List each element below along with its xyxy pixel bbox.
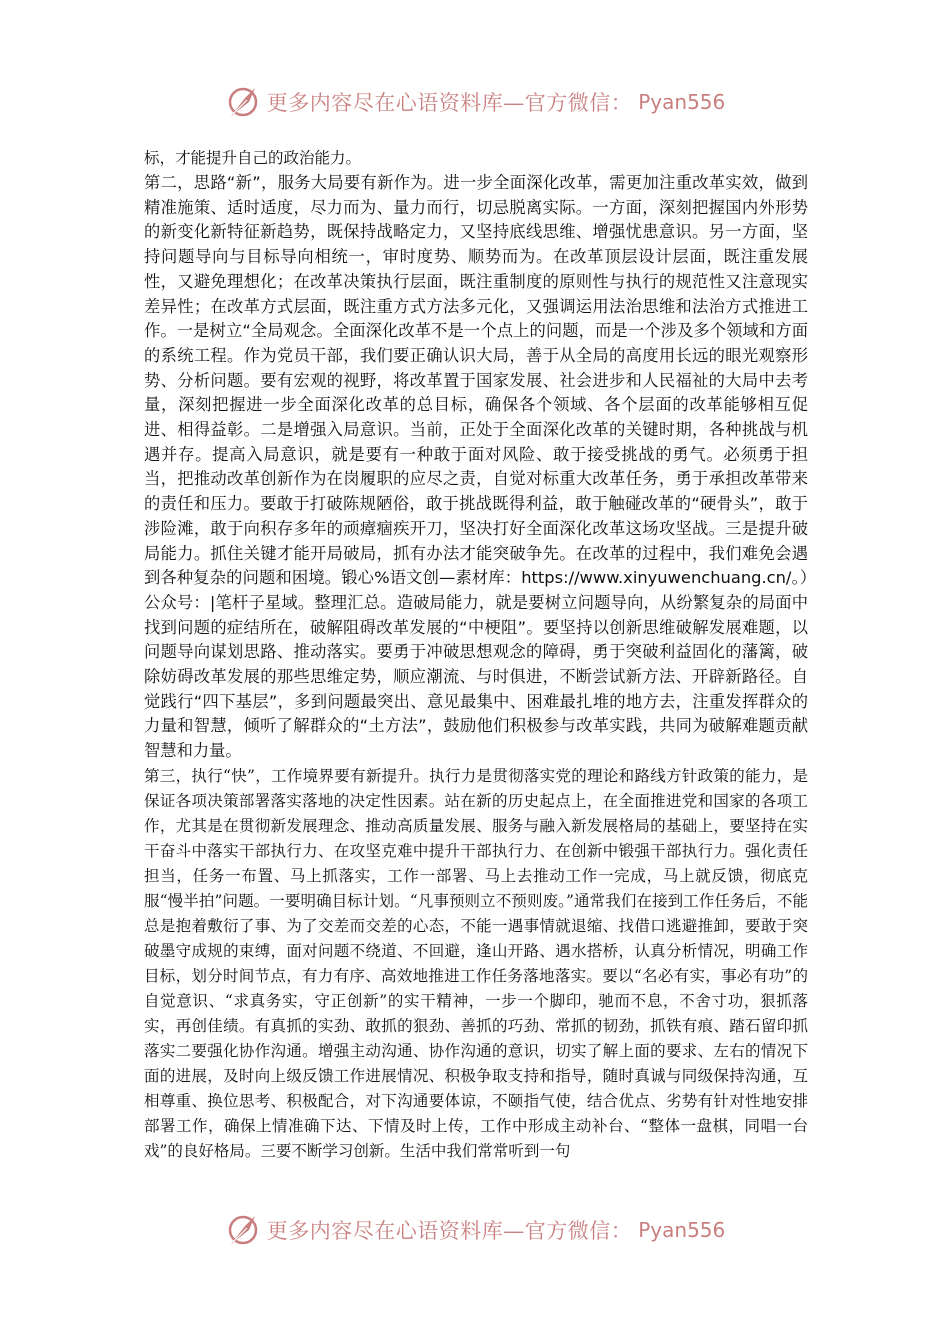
paragraph-second-point: 第二，思路“新”，服务大局要有新作为。进一步全面深化改革，需更加注重改革实效，做到精准施策、适时适度，尽力而为、量力而行，切忌脱离实际。一方面，深刻把握国内外形势的新变化新特征新趋势，既保持战略定力，又坚持底线思维、增强忧患意识。另一方面，坚持问题导向与目标导向相统一，审时度势、顺势而为。在改革顶层设计层面，既注重发展性，又避免理想化；在改革决策执行层面，既注重制度的原则性与执行的规范性又注意现实差异性；在改革方式层面，既注重方式方法多元化，又强调运用法治思维和法治方式推进工作。一是树立“全局观念。全面深化改革不是一个点上的问题，而是一个涉及多个领域和方面的系统工程。作为党员干部，我们要正确认识大局，善于从全局的高度用长远的眼光观察形势、分析问题。要有宏观的视野，将改革置于国家发展、社会进步和人民福祉的大局中去考量，深刻把握进一步全面深化改革的总目标，确保各个领域、各个层面的改革能够相互促进、相得益彰。二是增强入局意识。当前，正处于全面深化改革的关键时期，各种挑战与机遇并存。提高入局意识，就是要有一种敢于面对风险、敢于接受挑战的勇气。必须勇于担当，把推动改革创新作为在岗履职的应尽之责，自觉对标重大改革任务，勇于承担改革带来的责任和压力。要敢于打破陈规陋俗，敢于挑战既得利益，敢于触碰改革的“硬骨头”，敢于涉险滩，敢于向积存多年的顽瘴痼疾开刀，坚决打好全面深化改革这场攻坚战。三是提升破局能力。抓住关键才能开局破局，抓有办法才能突破争先。在改革的过程中，我们难免会遇到各种复杂的问题和困境。锻心%语文创—素材库：https://www.xinyuwenchuang.cn/。）公众号：|笔杆子星域。整理汇总。造破局能力，就是要树立问题导向，从纷繁复杂的局面中找到问题的症结所在，破解阻碍改革发展的“中梗阻”。要坚持以创新思维破解发展难题，以问题导向谋划思路、推动落实。要勇于冲破思想观念的障碍，勇于突破利益固化的藩篱，破除妨碍改革发展的那些思维定势，顺应潮流、与时俱进，不断尝试新方法、开辟新路径。自觉践行“四下基层”，多到问题最突出、意见最集中、困难最扎堆的地方去，注重发挥群众的力量和智慧，倾听了解群众的“土方法”，鼓励他们积极参与改革实践，共同为破解难题贡献智慧和力量。 bbox=[144, 173, 808, 761]
quill-logo-icon bbox=[225, 1212, 261, 1248]
header-banner bbox=[0, 82, 950, 122]
paragraph-continuation: 标，才能提升自己的政治能力。 bbox=[144, 149, 362, 167]
paragraph-third-point: 第三，执行“快”，工作境界要有新提升。执行力是贯彻落实党的理论和路线方针政策的能力，是保证各项决策部署落实落地的决定性因素。站在新的历史起点上，在全面推进党和国家的各项工作，尤其是在贯彻新发展理念、推动高质量发展、服务与融入新发展格局的基础上，要坚持在实干奋斗中落实干部执行力、在攻坚克难中提升干部执行力、在创新中锻强干部执行力。强化责任担当，任务一布置、马上抓落实，工作一部署、马上去推动工作一完成，马上就反馈，彻底克服“慢半拍”问题。一要明确目标计划。“凡事预则立不预则废。”通常我们在接到工作任务后，不能总是抱着敷衍了事、为了交差而交差的心态，不能一遇事情就退缩、找借口逃避推卸，要敢于突破墨守成规的束缚，面对问题不绕道、不回避，逢山开路、遇水搭桥，认真分析情况，明确工作目标，划分时间节点，有力有序、高效地推进工作任务落地落实。要以“名必有实，事必有功”的自觉意识、“求真务实，守正创新”的实干精神，一步一个脚印，驰而不息，不舍寸功，狠抓落实，再创佳绩。有真抓的实劲、敢抓的狠劲、善抓的巧劲、常抓的韧劲，抓铁有痕、踏石留印抓落实二要强化协作沟通。增强主动沟通、协作沟通的意识，切实了解上面的要求、左右的情况下面的进展，及时向上级反馈工作进展情况、积极争取支持和指导，随时真诚与同级保持沟通，互相尊重、换位思考、积极配合，对下沟通要体谅，不颐指气使，结合优点、劣势有针对性地安排部署工作，确保上情准确下达、下情及时上传，工作中形成主动补台、“整体一盘棋，同唱一台戏”的良好格局。三要不断学习创新。生活中我们常常听到一句 bbox=[144, 766, 808, 1160]
quill-logo-icon bbox=[225, 84, 261, 120]
banner-text: 更多内容尽在心语资料库—官方微信： bbox=[266, 91, 633, 115]
document-body bbox=[144, 146, 808, 1164]
banner-text: 更多内容尽在心语资料库—官方微信： bbox=[266, 1219, 633, 1243]
banner-wechat-id: Pyan556 bbox=[638, 90, 726, 114]
footer-banner bbox=[0, 1210, 950, 1250]
banner-wechat-id: Pyan556 bbox=[638, 1218, 726, 1242]
